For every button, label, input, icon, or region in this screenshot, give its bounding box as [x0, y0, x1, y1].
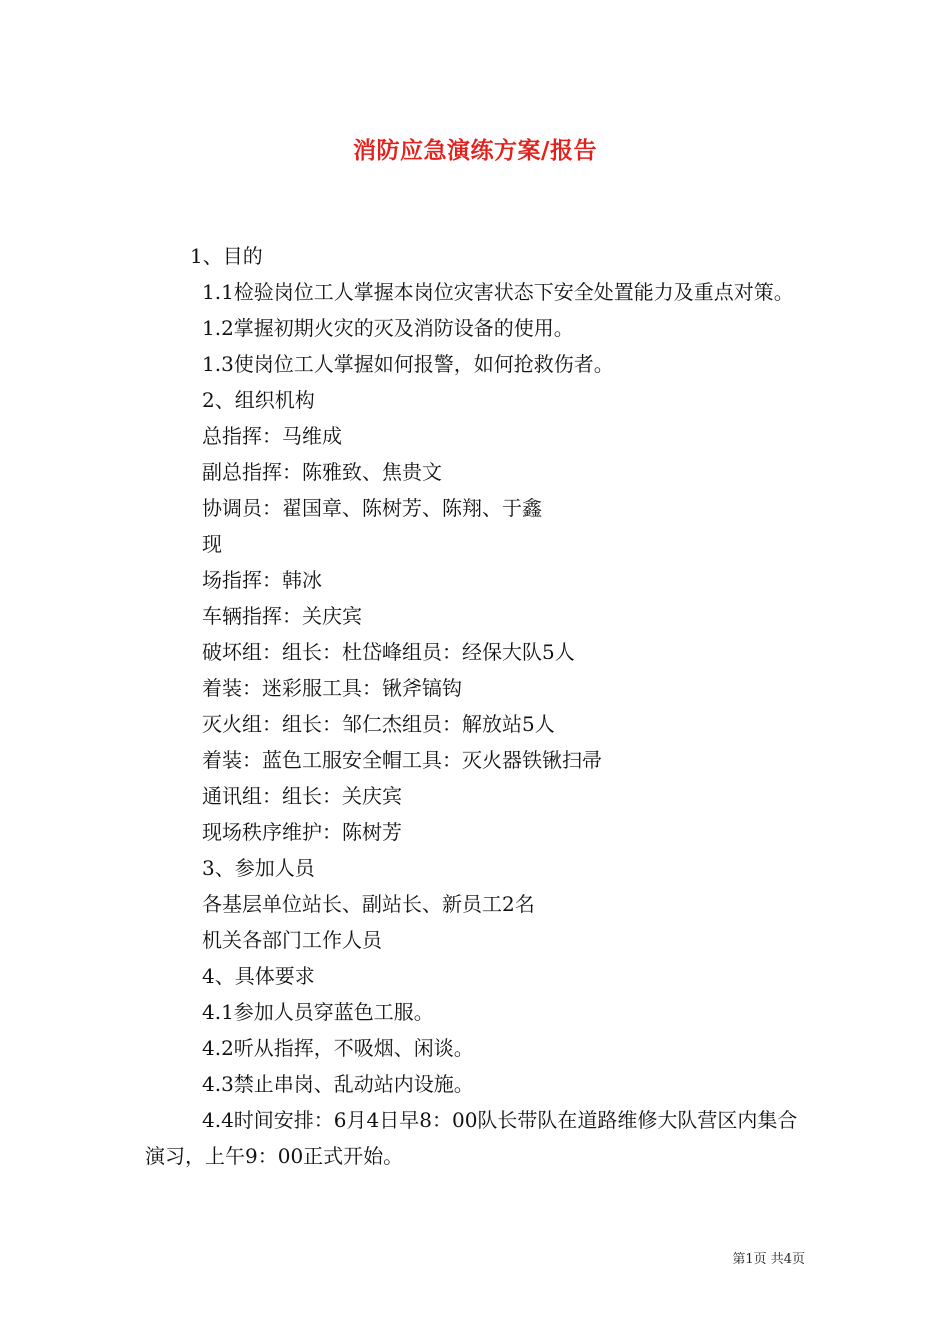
demolition-team-line: 破坏组：组长：杜岱峰组员：经保大队5人	[202, 640, 575, 664]
broken-line-fragment: 现	[202, 532, 222, 556]
site-commander-line: 场指挥：韩冰	[202, 568, 322, 592]
section-heading-requirements: 4、具体要求	[202, 964, 315, 988]
order-maintenance-line: 现场秩序维护：陈树芳	[202, 820, 402, 844]
participants-line-2: 机关各部门工作人员	[202, 928, 382, 952]
paragraph-1-3: 1.3使岗位工人掌握如何报警，如何抢救伤者。	[202, 352, 614, 376]
requirement-4-1: 4.1参加人员穿蓝色工服。	[202, 1000, 434, 1024]
vehicle-commander-line: 车辆指挥：关庆宾	[202, 604, 362, 628]
document-title: 消防应急演练方案/报告	[353, 137, 597, 164]
demolition-gear-line: 着装：迷彩服工具：锹斧镐钩	[202, 676, 462, 700]
section-heading-organization: 2、组织机构	[202, 388, 315, 412]
section-heading-purpose: 1、目的	[190, 244, 263, 268]
requirement-4-4: 4.4时间安排：6月4日早8：00队长带队在道路维修大队营区内集合演习，上午9：00正式开始。	[145, 1108, 798, 1168]
commander-line: 总指挥：马维成	[202, 424, 342, 448]
firefighting-team-line: 灭火组：组长：邹仁杰组员：解放站5人	[202, 712, 555, 736]
requirement-4-3: 4.3禁止串岗、乱动站内设施。	[202, 1072, 474, 1096]
page-number: 第1页 共4页	[732, 1252, 805, 1267]
paragraph-1-2: 1.2掌握初期火灾的灭及消防设备的使用。	[202, 316, 574, 340]
deputy-commander-line: 副总指挥：陈雅致、焦贵文	[202, 460, 442, 484]
coordinator-line: 协调员：翟国章、陈树芳、陈翔、于鑫	[202, 496, 542, 520]
document-body	[145, 238, 815, 1174]
participants-line-1: 各基层单位站长、副站长、新员工2名	[202, 892, 535, 916]
paragraph-1-1: 1.1检验岗位工人掌握本岗位灾害状态下安全处置能力及重点对策。	[202, 280, 794, 304]
communication-team-line: 通讯组：组长：关庆宾	[202, 784, 402, 808]
requirement-4-2: 4.2听从指挥，不吸烟、闲谈。	[202, 1036, 474, 1060]
section-heading-participants: 3、参加人员	[202, 856, 315, 880]
firefighting-gear-line: 着装：蓝色工服安全帽工具：灭火器铁锹扫帚	[202, 748, 602, 772]
